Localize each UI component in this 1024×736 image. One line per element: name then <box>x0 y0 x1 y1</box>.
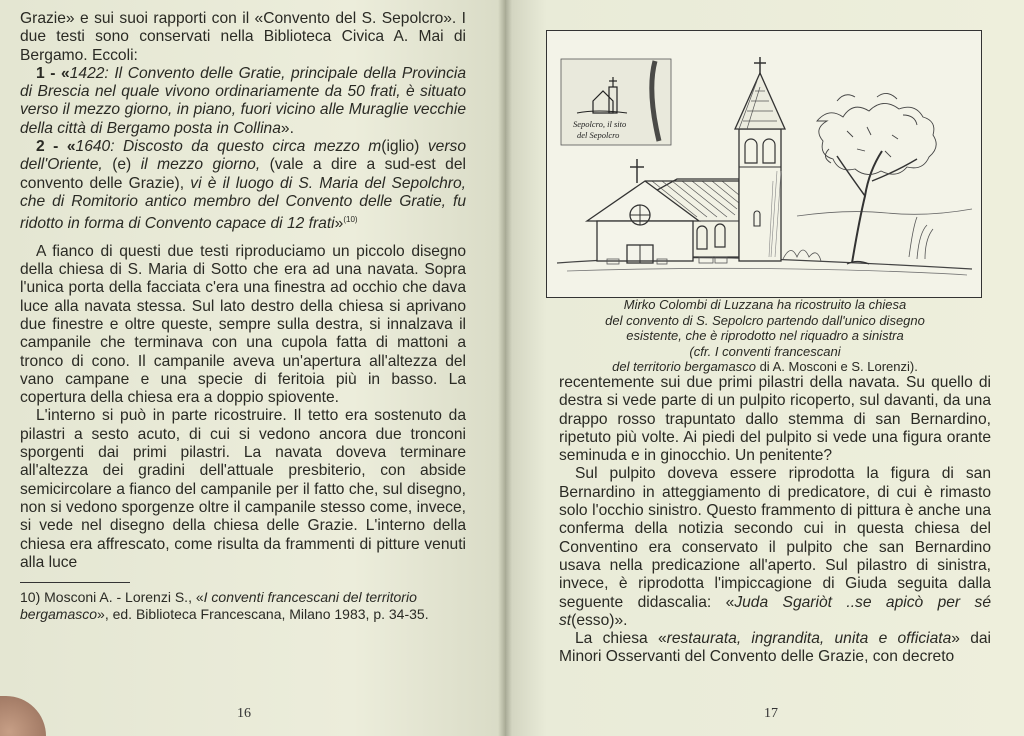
church-illustration <box>546 30 982 298</box>
interior-paragraph: L'interno si può in parte ricostruire. Il tetto era sostenuto da pilastri a sesto acuto, di cui si vedono ancora due tronconi sporgenti dai primi pilastri. La navata doveva terminare all'altezza dei gradini dell'attuale presbiterio, con abside semicircolare a fianco del campanile per il fatto che, sul disegno, non si vedono sporgenze oltre il campanile stesso come, invece, si vede nel disegno della chiesa delle Grazie. L'interno della chiesa era affrescato, come risulta da frammenti di pitture venuti alla luce <box>20 407 466 571</box>
quote-1640-text-f: (vale a dire a sud-est del convento delle Grazie), <box>20 156 466 192</box>
inset-caption-line1: Sepolcro, il sito <box>573 119 627 129</box>
san-bernardino-paragraph <box>559 465 991 630</box>
caption-line-2: del convento di S. Sepolcro partendo dall'unico disegno <box>605 312 925 328</box>
giuda-inscription-end: ». <box>614 611 628 629</box>
page-number-right: 17 <box>764 706 778 721</box>
quote-1422-suffix: ». <box>280 119 294 137</box>
quote-1422 <box>20 65 466 138</box>
footnote-prefix: 10) Mosconi A. - Lorenzi S., « <box>20 589 204 606</box>
caption-line-3: esistente, che è riprodotto nel riquadro a sinistra <box>626 328 904 343</box>
footnote-reference: (10) <box>343 215 358 225</box>
book-gutter <box>498 0 512 736</box>
restoration-text-b: » dai Minori Osservanti del Convento delle Grazie, con decreto <box>559 630 992 666</box>
caption-book-title: del territorio bergamasco <box>612 359 756 374</box>
right-page <box>505 0 1024 736</box>
giuda-inscription: Juda Sgariòt ..se apicò per sé st <box>559 593 991 629</box>
caption-line-4: (cfr. I conventi francescani <box>689 343 841 359</box>
quote-1422-prefix: 1 - « <box>36 64 70 82</box>
quote-1640-text-b: (iglio) <box>381 138 428 156</box>
church-drawing <box>547 31 981 297</box>
right-page-text <box>559 374 991 667</box>
page-number-left: 16 <box>237 706 251 721</box>
quote-1640-prefix: 2 - « <box>36 138 76 156</box>
footnote-title: I conventi francescani del territorio bergamasco <box>20 589 417 623</box>
footnote-suffix: », ed. Biblioteca Francescana, Milano 1983, p. 34-35. <box>97 606 429 623</box>
restoration-quote: restaurata, ingrandita, unita e officiata <box>666 630 952 648</box>
quote-1640-text-e: il mezzo giorno, <box>140 156 270 174</box>
quote-1640-suffix: » <box>334 215 344 233</box>
quote-1422-text: 1422: Il Convento delle Gratie, principale della Provincia di Brescia nel quale vivono ordinariamente da 50 frati, è situato verso il mezzo giorno, in piano, fuori vicino alle Muraglie vecchie della città di Bergamo posta in Collina <box>20 64 467 137</box>
reader-thumb <box>0 696 46 736</box>
pulpit-paragraph: recentemente sui due primi pilastri della navata. Su quello di destra si vede parte di un pulpito ricoperto, sul davanti, da una drappo rosso trapuntato dallo stemma di san Bernardino, ripetuto più volte. Ai piedi del pulpito si vede una figura orante seminuda e in ginocchio. Un penitente? <box>559 374 991 465</box>
inset-caption-line2: del Sepolcro <box>577 130 620 140</box>
footnote-divider <box>20 582 130 583</box>
caption-line-1: Mirko Colombi di Luzzana ha ricostruito la chiesa <box>623 297 907 312</box>
drawing-description-paragraph: A fianco di questi due testi riproduciamo un piccolo disegno della chiesa di S. Maria di Sotto che era ad una navata. Sopra l'unica porta della facciata c'era una finestra ad occhio che dava luce alla navata stessa. Sul lato destro della chiesa si aprivano due finestre e oltre queste, sempre sulla destra, si innalzava il campanile che terminava con una cupola fatta di mattoni a tronco di cono. Il campanile aveva un'apertura all'altezza del vano campane e una specie di feritoia più in basso. La copertura della chiesa era a doppio spiovente. <box>20 242 466 407</box>
caption-authors: di A. Mosconi e S. Lorenzi). <box>755 359 918 374</box>
restoration-paragraph <box>559 630 991 667</box>
caption-line-5 <box>555 359 975 375</box>
restoration-text-a: La chiesa « <box>575 630 667 648</box>
left-page-text <box>20 10 466 623</box>
san-bernardino-text: Sul pulpito doveva essere riprodotta la figura di san Bernardino in atteggiamento di predicatore, di cui è rimasto solo l'occhio sinistro. Questo frammento di pittura è anche una conferma della notizia secondo cui in questa chiesa del Conventino era conservato il pulpito che san Bernardino usava nella predicazione all'aperto. Sul pilastro di sinistra, invece, è riprodotta l'impiccagione di Giuda seguita dalla seguente didascalia: « <box>559 465 991 611</box>
quote-1640 <box>20 138 466 234</box>
quote-1640-text-d: (e) <box>112 156 141 174</box>
footnote <box>20 589 466 623</box>
quote-1640-text-g: vi è il luogo di S. Maria del Sepolchro, che di Romitorio antico membro del Convento delle Gratie, fu ridotto in forma di Convento capace di 12 frati <box>20 174 467 233</box>
illustration-caption <box>555 297 975 375</box>
quote-1640-text-c: verso dell'Oriente, <box>20 138 466 174</box>
giuda-inscription-addition: (esso) <box>571 611 615 629</box>
left-page <box>0 0 505 736</box>
intro-paragraph: Grazie» e sui suoi rapporti con il «Convento del S. Sepolcro». I due testi sono conservati nella Biblioteca Civica A. Mai di Bergamo. Eccoli: <box>20 10 466 64</box>
quote-1640-text-a: 1640: Discosto da questo circa mezzo m <box>75 138 382 156</box>
